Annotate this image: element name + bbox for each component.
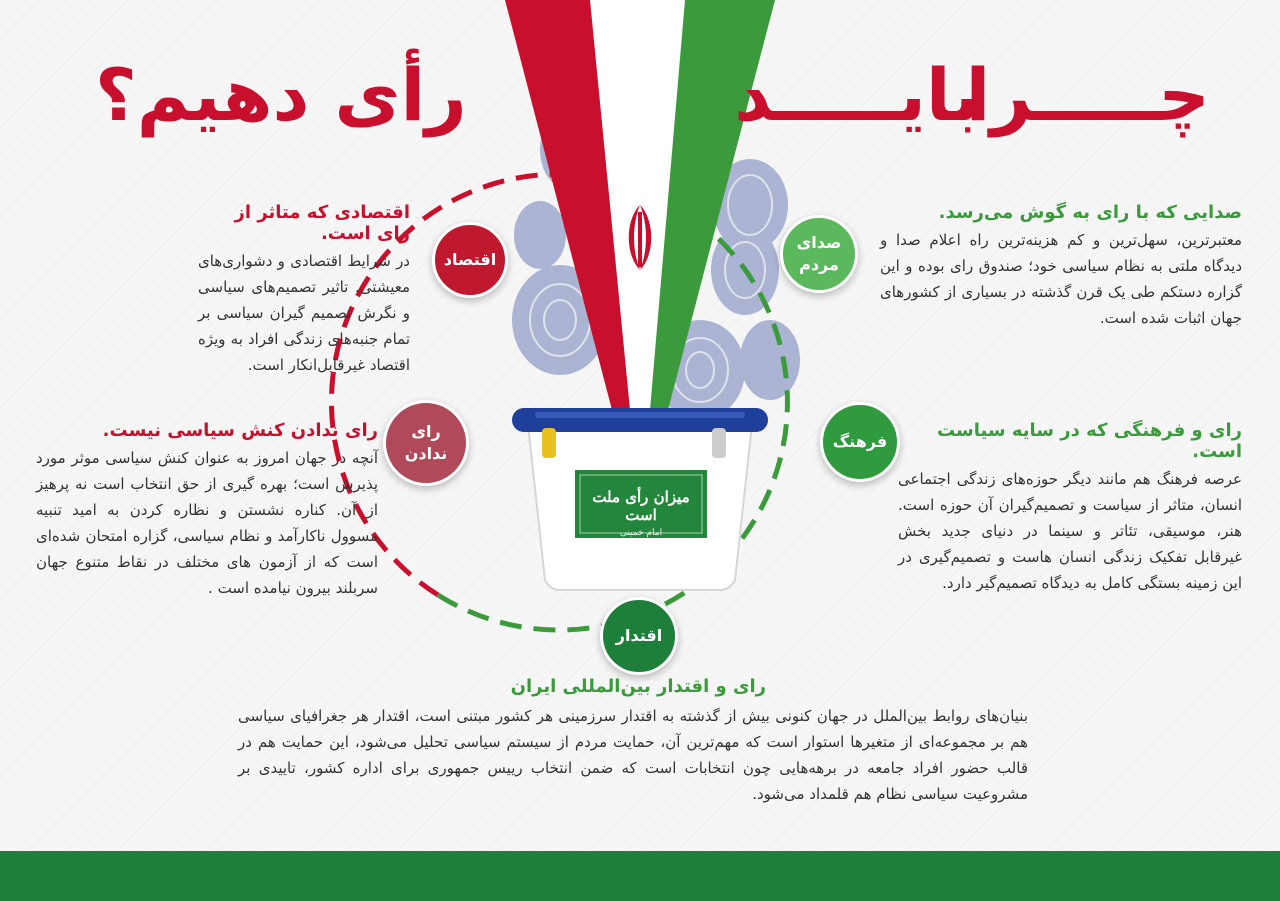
section-economy-title: اقتصادی که متاثر از رای است.	[234, 202, 410, 244]
section-voice-title: صدایی که با رای به گوش می‌رسد.	[938, 202, 1242, 223]
circle-not-voting	[383, 400, 469, 486]
section-power	[238, 676, 1028, 807]
section-not-voting	[36, 420, 378, 601]
ballot-label-main: میزان رأی ملت است	[592, 488, 690, 524]
section-not-voting-title: رای ندادن کنش سیاسی نیست.	[102, 420, 378, 441]
ballot-label-sub: امام خمینی	[619, 528, 663, 538]
circle-voice-label: صدای مردم	[796, 233, 842, 274]
circle-economy-label: اقتصاد	[443, 250, 497, 269]
circle-power	[600, 597, 678, 675]
ballot-label	[575, 470, 707, 538]
section-power-body: بنیان‌های روابط بین‌الملل در جهان کنونی بیش از گذشته به اقتدار سرزمینی هر کشور مبتنی است، اقتدار هر جغرافیای سیاسی هم بر مجموعه‌ای از متغیرها استوار است که مهم‌ترین آن، حمایت مردم از سیستم سیاسی تحلیل می‌شود، این حمایت هم در قالب حضور افراد جامعه در برهه‌هایی چون انتخابات است که ضمن انتخاب رییس جمهوری برای اداره کشور، تاییدی بر مشروعیت سیاسی نظام هم قلمداد می‌شود.	[238, 707, 1028, 803]
section-voice-body: معتبرترین، سهل‌ترین و کم هزینه‌ترین راه اعلام صدا و دیدگاه ملتی به نظام سیاسی خود؛ صندوق رای بوده و این گزاره دستکم طی یک قرن گذشته در بسیاری از کشورهای جهان اثبات شده است.	[880, 231, 1242, 327]
title-part-3: رأی دهیم؟	[95, 53, 467, 137]
circle-culture-label: فرهنگ	[832, 432, 888, 451]
page-title	[80, 50, 1210, 140]
section-economy	[198, 202, 410, 378]
circle-culture	[820, 402, 900, 482]
section-not-voting-body: آنچه در جهان امروز به عنوان کنش سیاسی موثر مورد پذیرش است؛ بهره گیری از حق انتخاب است نه پرهیز از آن. کناره نشستن و نظاره کردن به امید تنبیه مسوول ناکارآمد و نظام سیاسی، گزاره امتحان شده‌ای است که از آزمون های مختلف در نقاط متنوع جهان سربلند بیرون نیامده است .	[36, 449, 378, 597]
section-culture-body: عرصه فرهنگ هم مانند دیگر حوزه‌های زندگی اجتماعی انسان، متاثر از سیاست و تصمیم‌گیران آن حوزه است. هنر، موسیقی، تئاتر و سینما در دنیای جدید بخش غیرقابل تفکیک زندگی انسان هاست و تصمیم‌گیری در این زمینه بستگی کامل به دیدگاه تصمیم‌گیر دارد.	[898, 470, 1242, 592]
section-culture-title: رای و فرهنگی که در سایه سیاست است.	[937, 420, 1242, 462]
circle-voice	[780, 215, 858, 293]
circle-economy	[432, 222, 508, 298]
section-power-title: رای و اقتدار بین‌المللی ایران	[510, 676, 766, 697]
title-part-1: چـــــرا	[965, 53, 1210, 137]
section-economy-body: در شرایط اقتصادی و دشواری‌های معیشتی. تاثیر تصمیم‌های سیاسی و نگرش تصمیم گیران سیاسی بر تمام جنبه‌های زندگی افراد به ویژه اقتصاد غیرقابل‌انکار است.	[198, 252, 410, 374]
section-culture	[898, 420, 1242, 596]
circle-power-label: اقتدار	[615, 626, 663, 645]
section-voice	[880, 202, 1242, 331]
title-part-2: بایـــــد	[734, 53, 980, 137]
footer-bar	[0, 851, 1280, 901]
circle-not-voting-label: رای ندادن	[404, 422, 448, 463]
